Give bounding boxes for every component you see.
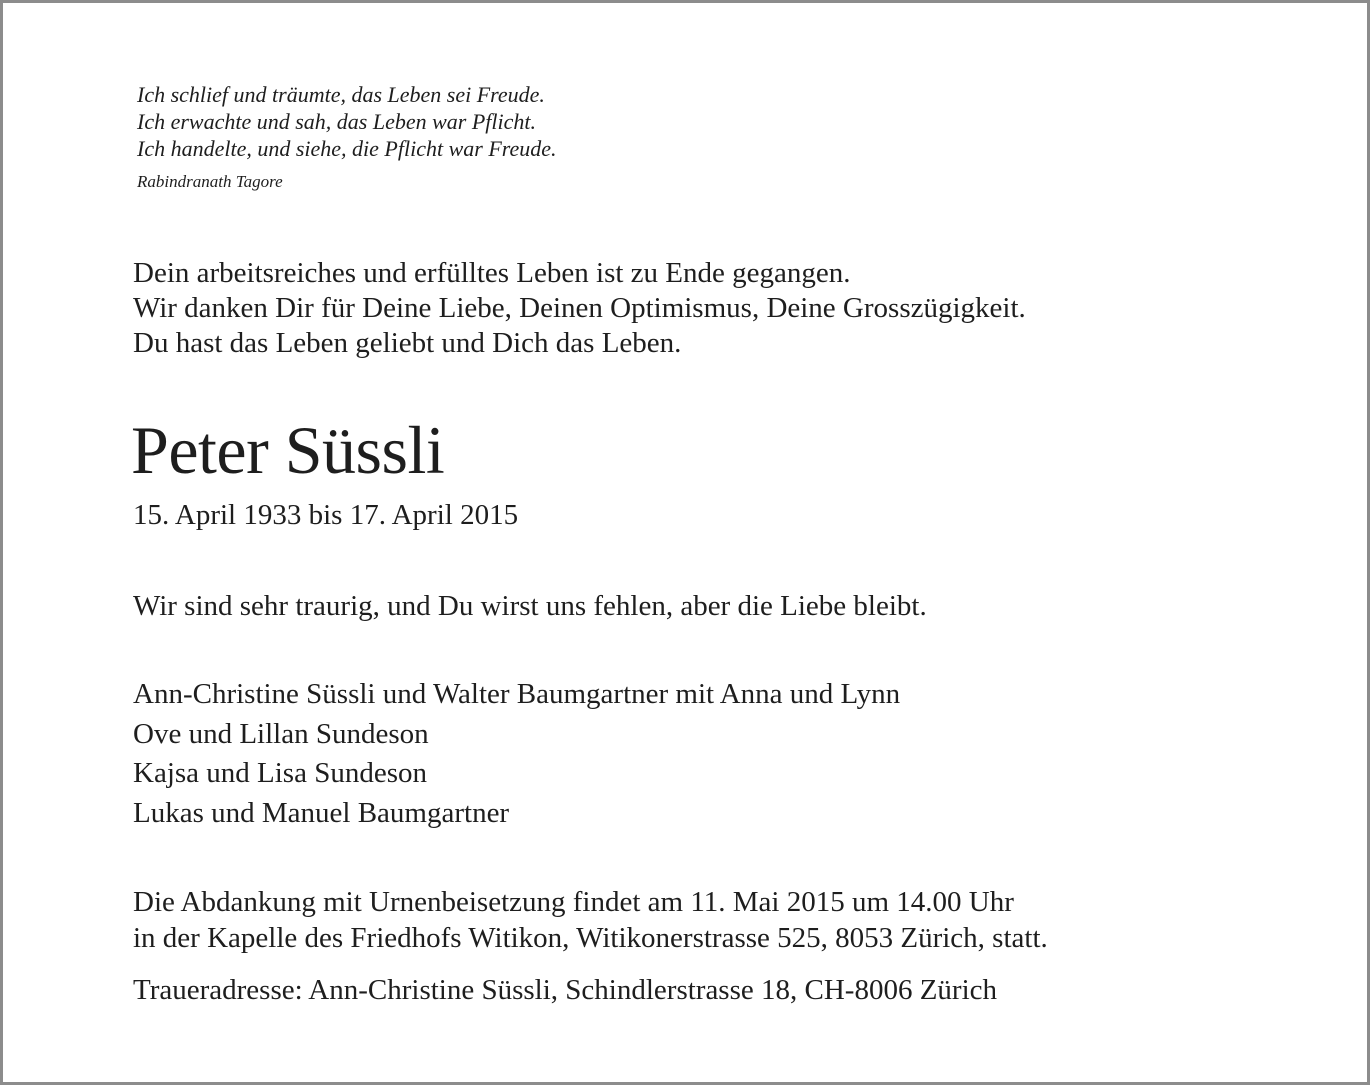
deceased-name: Peter Süssli bbox=[131, 412, 445, 488]
motto-author: Rabindranath Tagore bbox=[137, 172, 283, 191]
intro-text bbox=[133, 256, 1026, 361]
service-announcement bbox=[133, 884, 1048, 956]
life-dates: 15. April 1933 bis 17. April 2015 bbox=[133, 499, 519, 531]
intro-line: Wir danken Dir für Deine Liebe, Deinen Optimismus, Deine Grosszügigkeit. bbox=[133, 292, 1026, 324]
motto-quote bbox=[137, 81, 557, 162]
motto-line: Ich erwachte und sah, das Leben war Pflicht. bbox=[137, 109, 537, 134]
mourner-entry: Lukas und Manuel Baumgartner bbox=[133, 796, 510, 829]
intro-line: Du hast das Leben geliebt und Dich das Leben. bbox=[133, 327, 682, 359]
service-line: in der Kapelle des Friedhofs Witikon, Witikonerstrasse 525, 8053 Zürich, statt. bbox=[133, 922, 1048, 954]
mourners-list bbox=[133, 675, 900, 833]
mourner-entry: Ann-Christine Süssli und Walter Baumgartner mit Anna und Lynn bbox=[133, 678, 901, 710]
intro-line: Dein arbeitsreiches und erfülltes Leben ist zu Ende gegangen. bbox=[133, 257, 851, 289]
motto-line: Ich schlief und träumte, das Leben sei Freude. bbox=[137, 82, 545, 107]
mourner-entry: Kajsa und Lisa Sundeson bbox=[133, 757, 427, 789]
service-line: Die Abdankung mit Urnenbeisetzung findet am 11. Mai 2015 um 14.00 Uhr bbox=[133, 886, 1014, 918]
motto-line: Ich handelte, und siehe, die Pflicht war Freude. bbox=[137, 136, 557, 161]
mourner-entry: Ove und Lillan Sundeson bbox=[133, 717, 429, 750]
mourning-address: Traueradresse: Ann-Christine Süssli, Schindlerstrasse 18, CH-8006 Zürich bbox=[133, 974, 997, 1006]
farewell-message: Wir sind sehr traurig, und Du wirst uns fehlen, aber die Liebe bleibt. bbox=[133, 590, 927, 622]
